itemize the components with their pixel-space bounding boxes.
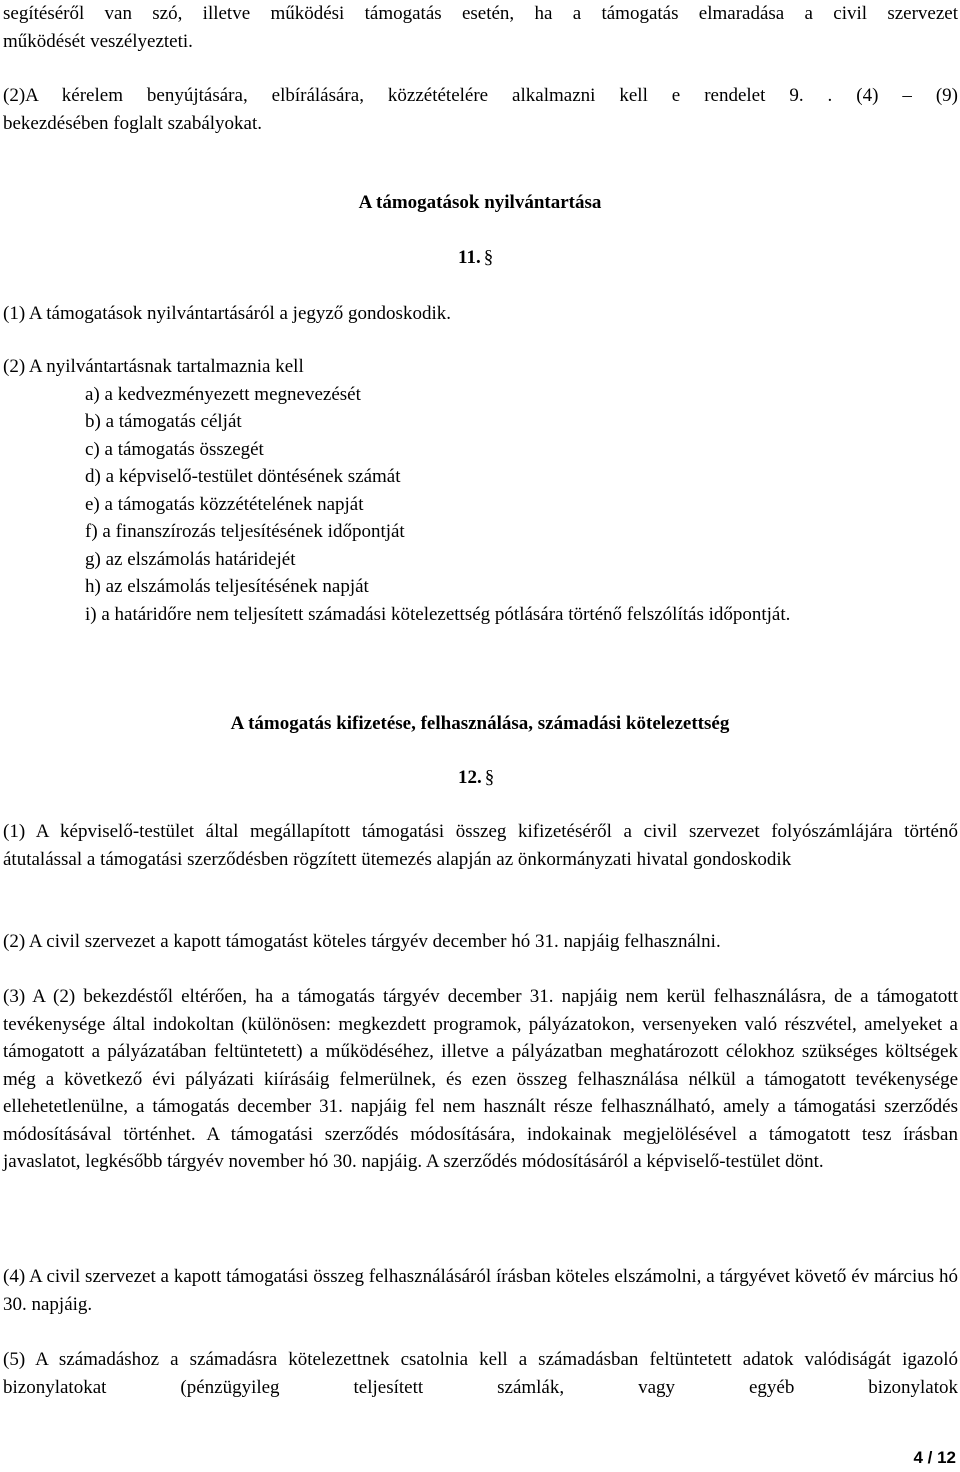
section-12-number: [458, 764, 494, 792]
list-item: d) a képviselő-testület döntésének számát: [85, 466, 401, 487]
section-symbol: §: [483, 247, 494, 268]
list-item: i) a határidőre nem teljesített számadási kötelezettség pótlására történő felszólítás időpontját.: [85, 603, 791, 625]
intro-text-line-1: segítéséről van szó, illetve működési támogatás esetén, ha a támogatás elmaradása a civil szervezet: [3, 3, 958, 24]
list-item: b) a támogatás célját: [85, 411, 242, 432]
section-12-title: A támogatás kifizetése, felhasználása, számadási kötelezettség: [230, 713, 730, 734]
section-12-paragraph-4: (4) A civil szervezet a kapott támogatási összeg felhasználásáról írásban köteles elszámolni, a tárgyévet követő év március hó 30. napjáig.: [3, 1266, 958, 1315]
list-item: g) az elszámolás határidejét: [85, 548, 296, 570]
list-item: e) a támogatás közzétételének napját: [85, 493, 364, 515]
page-number: 4 / 12: [913, 1448, 956, 1467]
list-item: c) a támogatás összegét: [85, 438, 264, 460]
section-12-paragraph-3: (3) A (2) bekezdéstől eltérően, ha a támogatás tárgyév december 31. napjáig nem kerül felhasználásra, de a támogatott tevékenysége által indokoltan (különösen: megkezdett programok, pályázatokon, versenyeken való részvétel, amelyeket a támogatott a pályázatában feltüntetett) a működéséhez, illetve a pályázatban meghatározott célokhoz szükséges költségek még a következő évi pályázati kiírásáig felmerülnek, és ezen összeg felhasználása nélkül a támogatott tevékenysége ellehetetlenülne, a támogatás december 31. napjáig fel nem használt része felhasználható, amely a támogatási szerződés módosításával történhet. A támogatási szerződés módosítására, indokainak megjelölésével a támogatott tesz írásban javaslatot, legkésőbb tárgyév november hó 30. napjáig. A szerződés módosításáról a képviselő-testület dönt.: [3, 986, 958, 1172]
list-item: a) a kedvezményezett megnevezését: [85, 383, 361, 405]
section-11-paragraph-2-intro: (2) A nyilvántartásnak tartalmaznia kell: [3, 356, 304, 377]
section-11-number-text: 11.: [458, 247, 481, 268]
paragraph-2-line-1: (2)A kérelem benyújtására, elbírálására, közzétételére alkalmazni kell e rendelet 9. . (4) – (9): [3, 85, 958, 106]
section-11-title: A támogatások nyilvántartása: [358, 192, 602, 213]
section-12-paragraph-1: (1) A képviselő-testület által megállapított támogatási összeg kifizetéséről a civil szervezet folyószámlájára történő átutalással a támogatási szerződésben rögzített ütemezés alapján az önkormányzati hivatal gondoskodik: [3, 821, 958, 870]
section-12-paragraph-2: (2) A civil szervezet a kapott támogatást köteles tárgyév december hó 31. napjáig felhasználni.: [3, 931, 721, 952]
section-symbol: §: [484, 767, 495, 788]
section-11-number: [458, 244, 493, 272]
list-item: h) az elszámolás teljesítésének napját: [85, 576, 369, 597]
section-12-paragraph-5: (5) A számadáshoz a számadásra kötelezettnek csatolnia kell a számadásban feltüntetett adatok valódiságát igazoló bizonylatokat (pénzügyileg teljesített számlák, vagy egyéb bizonylatok: [3, 1349, 958, 1398]
section-12-number-text: 12.: [458, 767, 482, 788]
list-item: f) a finanszírozás teljesítésének időpontját: [85, 521, 405, 542]
paragraph-2-line-2: bekezdésében foglalt szabályokat.: [3, 112, 263, 134]
section-11-paragraph-1: (1) A támogatások nyilvántartásáról a jegyző gondoskodik.: [3, 303, 451, 324]
intro-text-line-2: működését veszélyezteti.: [3, 30, 193, 52]
section-11-items-list: [3, 381, 958, 629]
